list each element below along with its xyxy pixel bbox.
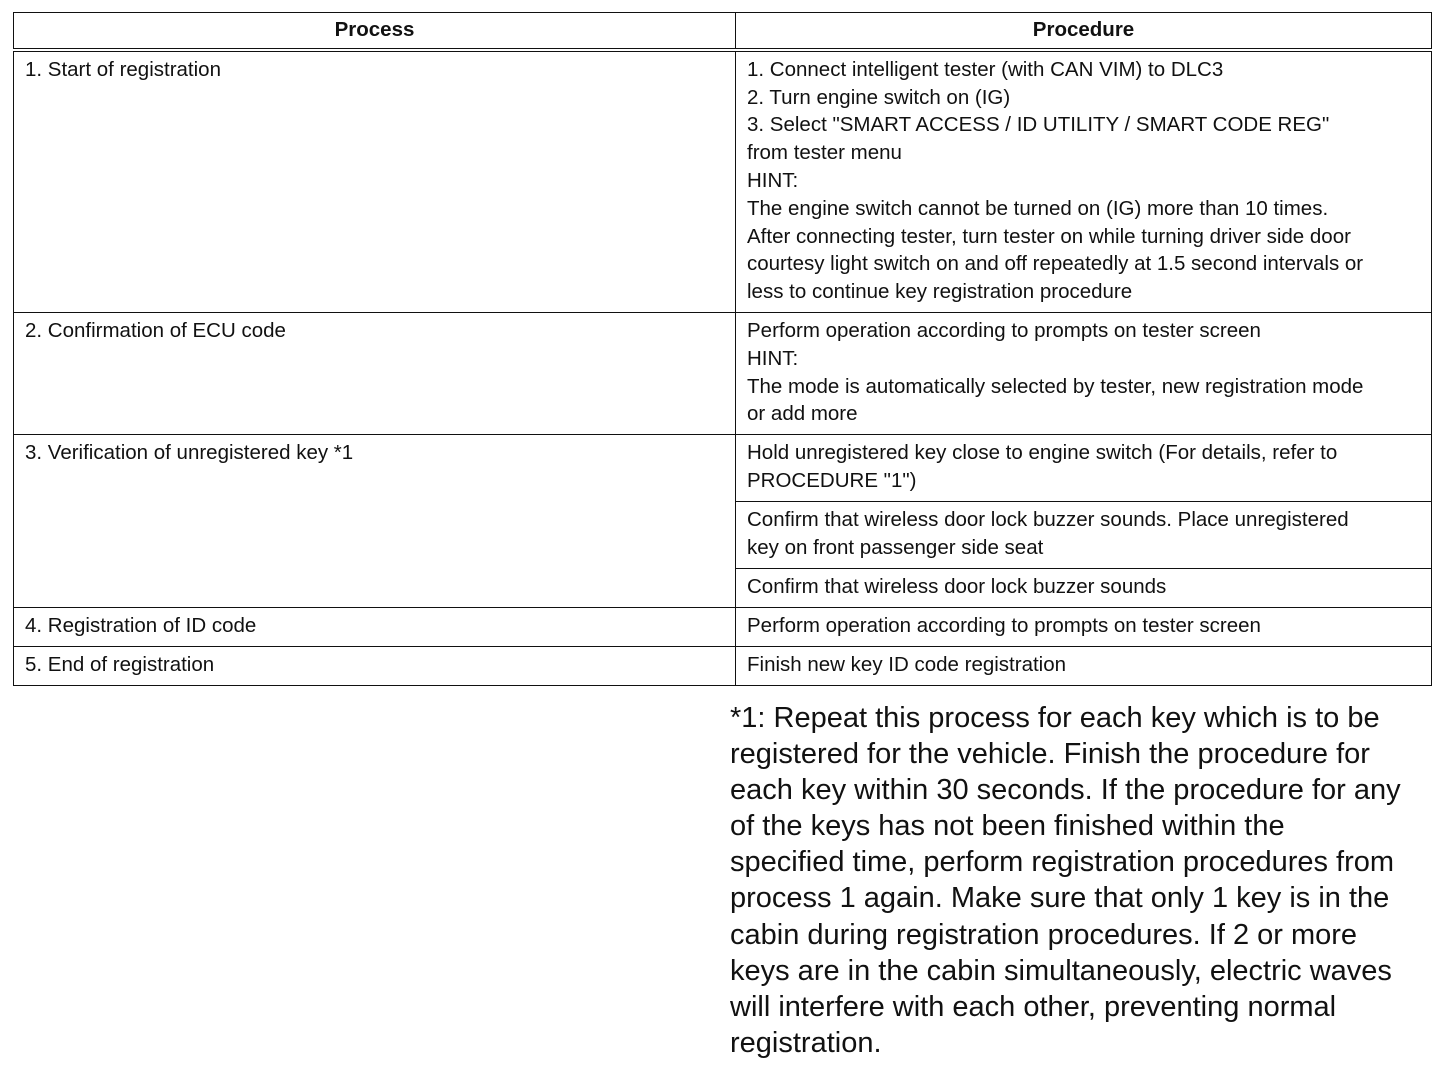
procedure-line: from tester menu [747,141,902,165]
procedure-line: Confirm that wireless door lock buzzer sounds [747,574,1167,598]
procedure-line: Finish new key ID code registration [747,652,1067,676]
procedure-line: 1. Connect intelligent tester (with CAN VIM) to DLC3 [747,57,1224,81]
process-cell [14,50,736,313]
procedure-line: 2. Turn engine switch on (IG) [747,85,1011,109]
process-cell [14,312,736,434]
procedure-table [13,12,1432,686]
process-text: 5. End of registration [25,652,215,676]
footnote-line: keys are in the cabin simultaneously, electric waves [730,954,1392,987]
footnote-line: of the keys has not been finished within the [730,810,1285,843]
footnote-line: each key within 30 seconds. If the procedure for any [730,774,1401,807]
footnote-line: specified time, perform registration procedures from [730,846,1395,879]
table-header-row [14,13,1432,50]
table-row [14,312,1432,434]
hint-label: HINT: [747,346,799,370]
procedure-line: PROCEDURE "1") [747,468,917,492]
process-text: 4. Registration of ID code [25,613,257,637]
procedure-cell [736,646,1432,685]
procedure-line: 3. Select "SMART ACCESS / ID UTILITY / SMART CODE REG" [747,113,1330,137]
hint-label: HINT: [747,168,799,192]
process-text: 2. Confirmation of ECU code [25,318,286,342]
procedure-line: key on front passenger side seat [747,535,1044,559]
procedure-line: Perform operation according to prompts on tester screen [747,613,1261,637]
procedure-line: Hold unregistered key close to engine switch (For details, refer to [747,441,1338,465]
footnote-line: process 1 again. Make sure that only 1 key is in the [730,882,1390,915]
process-column-header: Process [14,13,736,50]
procedure-line: courtesy light switch on and off repeatedly at 1.5 second intervals or [747,252,1364,276]
procedure-cell [736,50,1432,313]
process-text: 3. Verification of unregistered key *1 [25,441,354,465]
table-row [14,607,1432,646]
procedure-cell [736,501,1432,568]
procedure-column-header: Procedure [736,13,1432,50]
footnote-line: *1: Repeat this process for each key which is to be [730,702,1380,734]
footnote-line: registered for the vehicle. Finish the procedure for [730,738,1370,771]
table-row [14,646,1432,685]
procedure-cell [736,607,1432,646]
footnote-line: cabin during registration procedures. If 2 or more [730,918,1358,951]
table-row [14,435,1432,502]
process-cell [14,646,736,685]
procedure-cell [736,312,1432,434]
footnote-line: registration. [730,1026,882,1059]
procedure-line: Confirm that wireless door lock buzzer sounds. Place unregistered [747,507,1349,531]
procedure-line: Perform operation according to prompts on tester screen [747,318,1261,342]
procedure-line: After connecting tester, turn tester on while turning driver side door [747,224,1351,248]
process-cell [14,607,736,646]
process-text: 1. Start of registration [25,57,221,81]
procedure-line: or add more [747,402,858,426]
footnote [730,700,1440,1061]
procedure-line: The mode is automatically selected by tester, new registration mode [747,374,1364,398]
process-cell [14,435,736,608]
procedure-line: The engine switch cannot be turned on (IG) more than 10 times. [747,196,1329,220]
table-row [14,50,1432,313]
procedure-cell [736,568,1432,607]
procedure-cell [736,435,1432,502]
procedure-line: less to continue key registration procedure [747,280,1133,304]
footnote-line: will interfere with each other, preventing normal [730,990,1337,1023]
